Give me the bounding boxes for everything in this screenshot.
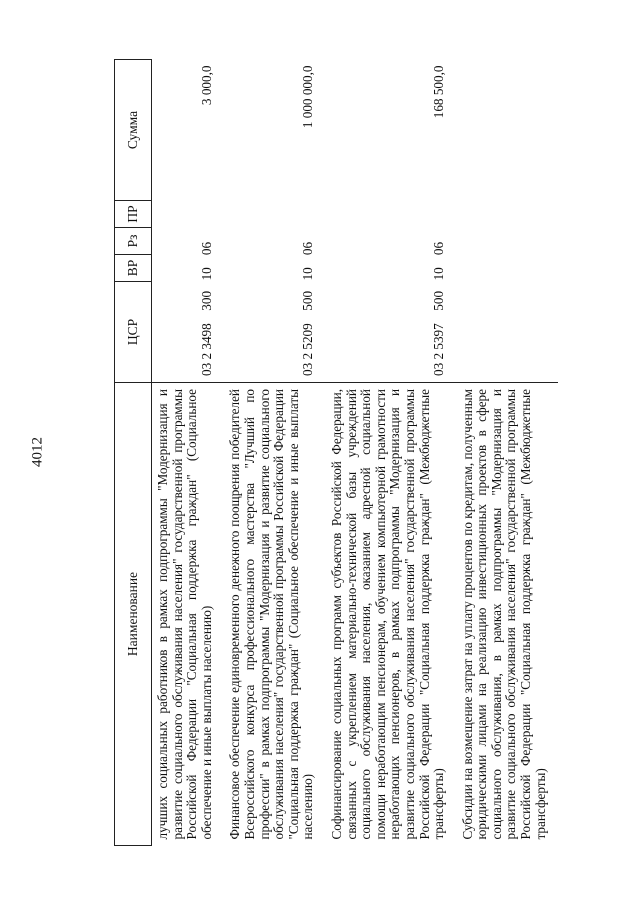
row-sum: 3 000,0 <box>198 65 214 106</box>
row-codes <box>224 201 326 383</box>
row-name: Финансовое обеспечение единовременного денежного поощрения победителей Всероссийского конкурса профессионального мастерства "Лучший по профессии" в рамках подпрограммы "Модернизация и развитие социального обслуживания населения" государственной программы Российской Федерации "Социальная поддержка граждан" (Социальное обеспечение и иные выплаты населению) <box>224 383 326 846</box>
header-rz: Рз <box>115 228 152 255</box>
row-csr: 03 2 3498 <box>198 323 214 376</box>
header-sum: Сумма <box>115 60 152 201</box>
table-row <box>224 60 326 846</box>
budget-table-rotated <box>114 60 548 846</box>
row-sum: 1 000 000,0 <box>300 65 316 129</box>
table-header-row <box>115 60 152 846</box>
header-name: Наименование <box>115 383 152 846</box>
row-sum: 168 500,0 <box>431 65 447 119</box>
row-name: Субсидии на возмещение затрат на уплату процентов по кредитам, полученным юридическими лицами на реализацию инвестиционных проектов в сфере социального обслуживания, в рамках подпрограммы "Модернизация и развитие социального обслуживания населения" государственной программы Российской Федерации "Социальная поддержка граждан" (Межбюджетные трансферты) <box>457 383 559 846</box>
row-vr: 500 <box>431 290 447 311</box>
row-rz: 10 <box>431 267 447 281</box>
row-rz: 10 <box>300 267 316 281</box>
row-name: Софинансирование социальных программ субъектов Российской Федерации, связанных с укреплением материально-технической базы учреждений социального обслуживания населения, оказанием адресной социальной помощи неработающим пенсионерам, обучением компьютерной грамотности неработающих пенсионеров, в рамках подпрограммы "Модернизация и развитие социального обслуживания населения" государственной программы Российской Федерации "Социальная поддержка граждан" (Межбюджетные трансферты) <box>326 383 457 846</box>
row-csr: 03 2 5209 <box>300 323 316 376</box>
header-csr: ЦСР <box>115 282 152 383</box>
table-row <box>457 60 559 846</box>
row-rz: 10 <box>198 267 214 281</box>
page-number-text: 4012 <box>29 437 46 467</box>
row-sum <box>457 60 559 201</box>
row-codes <box>152 201 225 383</box>
row-csr: 03 2 5397 <box>431 323 447 376</box>
row-pr: 06 <box>198 241 214 256</box>
row-name: лучших социальных работников в рамках подпрограммы "Модернизация и развитие социального обслуживания населения" государственной программы Российской Федерации "Социальная поддержка граждан" (Социальное обеспечение и иные выплаты населению) <box>152 383 225 846</box>
budget-table <box>114 59 558 846</box>
table-row <box>152 60 225 846</box>
row-vr: 500 <box>300 290 316 311</box>
row-vr: 300 <box>198 290 214 311</box>
table-row <box>326 60 457 846</box>
row-pr: 06 <box>431 241 447 256</box>
row-pr: 06 <box>300 241 316 256</box>
row-codes <box>326 201 457 383</box>
header-pr: ПР <box>115 201 152 228</box>
row-codes <box>457 201 559 383</box>
header-vr: ВР <box>115 255 152 282</box>
